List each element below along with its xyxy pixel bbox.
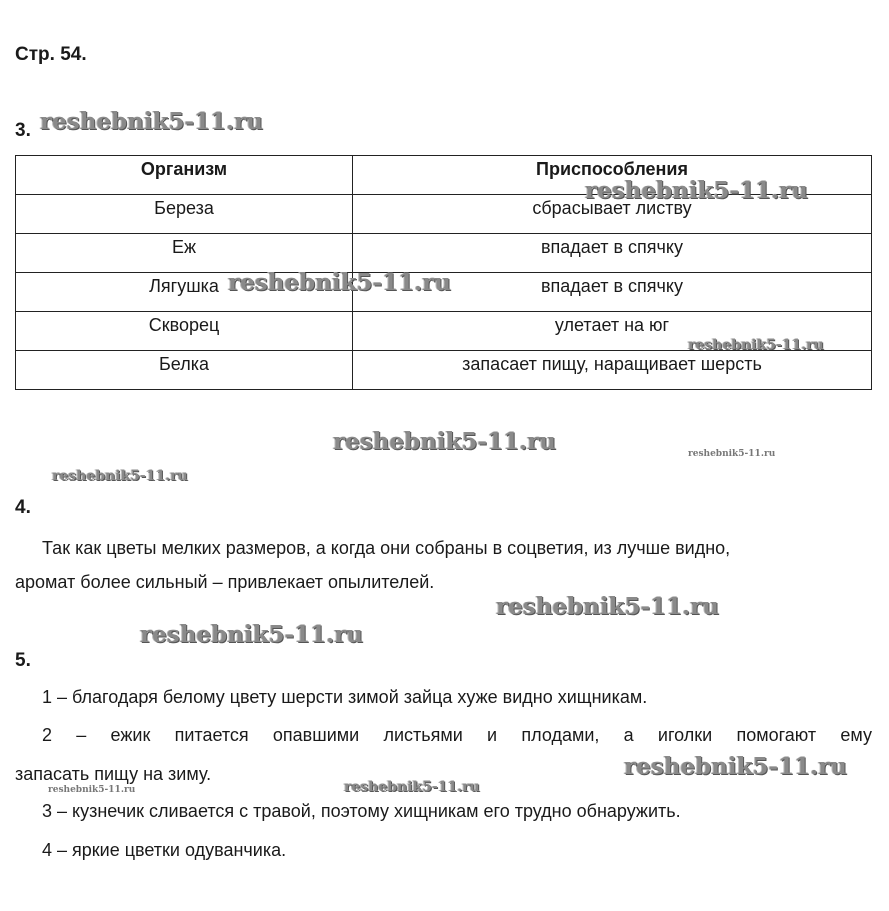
watermark: reshebnik5-11.ru bbox=[585, 177, 808, 204]
task5-item2-line1: 2 – ежик питается опавшими листьями и плодами, а иголки помогают ему bbox=[42, 725, 872, 745]
watermark: reshebnik5-11.ru bbox=[228, 269, 451, 296]
table-row bbox=[16, 273, 872, 312]
watermark: reshebnik5-11.ru bbox=[344, 779, 480, 795]
watermark: reshebnik5-11.ru bbox=[496, 593, 719, 620]
cell-organism: Лягушка bbox=[16, 273, 353, 312]
task4-line1: Так как цветы мелких размеров, а когда они собраны в соцветия, из лучше видно, bbox=[42, 538, 731, 558]
table-row bbox=[16, 234, 872, 273]
cell-organism: Береза bbox=[16, 195, 353, 234]
watermark: reshebnik5-11.ru bbox=[52, 468, 188, 484]
task5-item4: 4 – яркие цветки одуванчика. bbox=[42, 840, 287, 860]
adaptations-table bbox=[15, 155, 872, 390]
cell-organism: Еж bbox=[16, 234, 353, 273]
watermark: reshebnik5-11.ru bbox=[333, 428, 556, 455]
task5-item1: 1 – благодаря белому цвету шерсти зимой зайца хуже видно хищникам. bbox=[42, 687, 648, 707]
cell-adaptation: запасает пищу, наращивает шерсть bbox=[353, 351, 872, 390]
watermark: reshebnik5-11.ru bbox=[140, 621, 363, 648]
cell-adaptation: впадает в спячку bbox=[353, 273, 872, 312]
cell-adaptation: впадает в спячку bbox=[353, 234, 872, 273]
task4-line2: аромат более сильный – привлекает опылителей. bbox=[15, 572, 435, 592]
cell-organism: Скворец bbox=[16, 312, 353, 351]
watermark: reshebnik5-11.ru bbox=[40, 108, 263, 135]
watermark: reshebnik5-11.ru bbox=[688, 337, 824, 353]
table-row bbox=[16, 351, 872, 390]
header-adaptations: Приспособления bbox=[353, 156, 872, 195]
task5-item3: 3 – кузнечик сливается с травой, поэтому хищникам его трудно обнаружить. bbox=[42, 801, 681, 821]
table-row bbox=[16, 195, 872, 234]
watermark: reshebnik5-11.ru bbox=[624, 753, 847, 780]
task3-number: 3. bbox=[15, 120, 31, 141]
task4-number: 4. bbox=[15, 497, 31, 518]
cell-adaptation: сбрасывает листву bbox=[353, 195, 872, 234]
task5-item2-line2: запасать пищу на зиму. bbox=[15, 764, 212, 784]
header-organism: Организм bbox=[16, 156, 353, 195]
task5-number: 5. bbox=[15, 650, 31, 671]
cell-adaptation: улетает на юг bbox=[353, 312, 872, 351]
table-header-row bbox=[16, 156, 872, 195]
cell-organism: Белка bbox=[16, 351, 353, 390]
page-title: Стр. 54. bbox=[15, 44, 87, 65]
watermark: reshebnik5-11.ru bbox=[688, 449, 776, 459]
watermark: reshebnik5-11.ru bbox=[48, 785, 136, 795]
table-row bbox=[16, 312, 872, 351]
